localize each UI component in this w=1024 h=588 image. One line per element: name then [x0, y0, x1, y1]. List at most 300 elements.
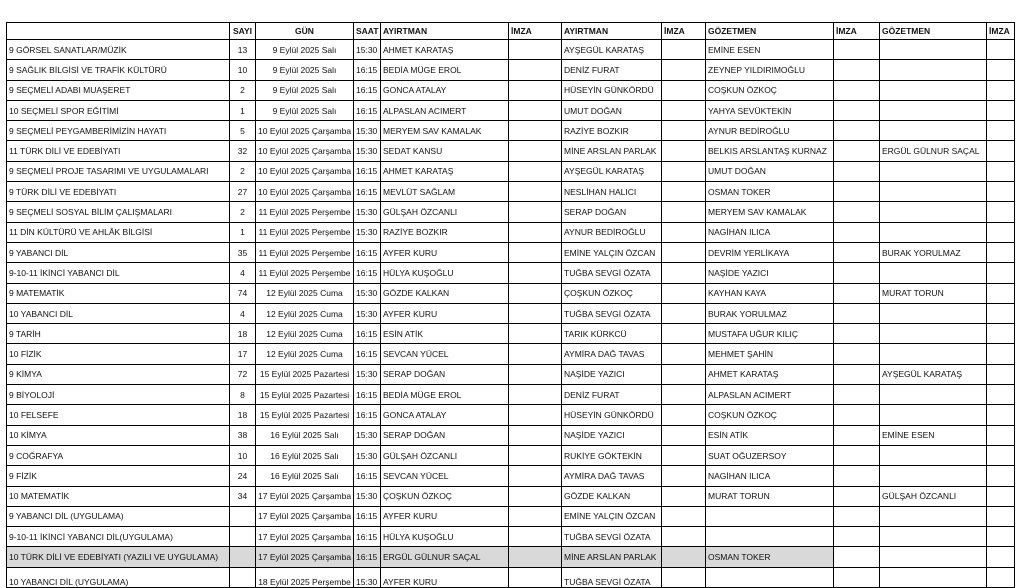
- cell-course: 9 TÜRK DİLİ VE EDEBİYATI: [7, 182, 230, 202]
- cell-proctor-2: EMİNE ESEN: [880, 425, 987, 445]
- cell-course: 10 KİMYA: [7, 425, 230, 445]
- cell-signature-2: [662, 100, 706, 120]
- cell-signature-4: [987, 222, 1015, 242]
- cell-signature-4: [987, 344, 1015, 364]
- cell-signature-2: [662, 141, 706, 161]
- cell-proctor-2: [880, 100, 987, 120]
- cell-signature-1: [509, 202, 562, 222]
- cell-examiner-1: ALPASLAN ACIMERT: [381, 100, 509, 120]
- cell-proctor-1: [706, 506, 834, 526]
- cell-time: 16:15: [354, 547, 381, 567]
- cell-signature-4: [987, 121, 1015, 141]
- table-row: [7, 161, 1015, 181]
- cell-course: 9 COĞRAFYA: [7, 445, 230, 465]
- cell-signature-4: [987, 141, 1015, 161]
- cell-signature-4: [987, 364, 1015, 384]
- cell-signature-4: [987, 405, 1015, 425]
- cell-count: 34: [230, 486, 256, 506]
- cell-signature-3: [834, 364, 880, 384]
- cell-time: 15:30: [354, 121, 381, 141]
- cell-time: 15:30: [354, 567, 381, 587]
- cell-time: 15:30: [354, 283, 381, 303]
- cell-time: 16:15: [354, 527, 381, 547]
- cell-examiner-2: RUKİYE GÖKTEKİN: [562, 445, 662, 465]
- cell-examiner-2: TUĞBA SEVGİ ÖZATA: [562, 263, 662, 283]
- cell-proctor-2: [880, 80, 987, 100]
- cell-signature-4: [987, 567, 1015, 587]
- cell-signature-3: [834, 161, 880, 181]
- cell-examiner-1: AYFER KURU: [381, 506, 509, 526]
- cell-signature-2: [662, 364, 706, 384]
- cell-course: 10 FELSEFE: [7, 405, 230, 425]
- cell-examiner-1: AYFER KURU: [381, 567, 509, 587]
- cell-time: 16:15: [354, 466, 381, 486]
- cell-signature-1: [509, 385, 562, 405]
- cell-examiner-1: GÜLŞAH ÖZCANLI: [381, 202, 509, 222]
- cell-proctor-1: MUSTAFA UĞUR KILIÇ: [706, 324, 834, 344]
- table-row: [7, 202, 1015, 222]
- cell-signature-3: [834, 121, 880, 141]
- cell-examiner-2: TUĞBA SEVGİ ÖZATA: [562, 567, 662, 587]
- cell-course: 9 SEÇMELİ PROJE TASARIMI VE UYGULAMALARI: [7, 161, 230, 181]
- cell-proctor-1: COŞKUN ÖZKOÇ: [706, 405, 834, 425]
- cell-signature-2: [662, 40, 706, 60]
- cell-proctor-2: BURAK YORULMAZ: [880, 242, 987, 262]
- table-row: [7, 222, 1015, 242]
- cell-signature-3: [834, 466, 880, 486]
- cell-day: 9 Eylül 2025 Salı: [256, 60, 354, 80]
- cell-time: 15:30: [354, 40, 381, 60]
- cell-course: 10 MATEMATİK: [7, 486, 230, 506]
- cell-proctor-1: UMUT DOĞAN: [706, 161, 834, 181]
- column-header-time: SAAT: [354, 23, 381, 40]
- cell-count: 13: [230, 40, 256, 60]
- cell-signature-2: [662, 283, 706, 303]
- cell-examiner-1: MEVLÜT SAĞLAM: [381, 182, 509, 202]
- cell-time: 16:15: [354, 182, 381, 202]
- cell-proctor-2: [880, 121, 987, 141]
- cell-proctor-2: [880, 567, 987, 587]
- cell-signature-3: [834, 445, 880, 465]
- cell-signature-3: [834, 141, 880, 161]
- cell-proctor-2: [880, 161, 987, 181]
- cell-day: 16 Eylül 2025 Salı: [256, 466, 354, 486]
- table-body: [7, 40, 1015, 588]
- cell-proctor-2: [880, 60, 987, 80]
- table-row: [7, 283, 1015, 303]
- cell-signature-1: [509, 567, 562, 587]
- cell-proctor-2: [880, 466, 987, 486]
- cell-examiner-2: RAZİYE BOZKIR: [562, 121, 662, 141]
- cell-examiner-2: TUĞBA SEVGİ ÖZATA: [562, 303, 662, 323]
- cell-count: 1: [230, 222, 256, 242]
- cell-signature-4: [987, 324, 1015, 344]
- cell-proctor-1: MURAT TORUN: [706, 486, 834, 506]
- cell-signature-3: [834, 242, 880, 262]
- cell-count: [230, 567, 256, 587]
- cell-signature-3: [834, 486, 880, 506]
- cell-signature-1: [509, 344, 562, 364]
- cell-examiner-2: AYŞEGÜL KARATAŞ: [562, 161, 662, 181]
- cell-signature-1: [509, 263, 562, 283]
- cell-proctor-1: AHMET KARATAŞ: [706, 364, 834, 384]
- cell-signature-2: [662, 486, 706, 506]
- cell-count: 74: [230, 283, 256, 303]
- cell-count: 10: [230, 445, 256, 465]
- cell-time: 15:30: [354, 445, 381, 465]
- cell-signature-2: [662, 222, 706, 242]
- cell-count: [230, 527, 256, 547]
- cell-proctor-1: ZEYNEP YILDIRIMOĞLU: [706, 60, 834, 80]
- cell-signature-1: [509, 324, 562, 344]
- table-row: [7, 324, 1015, 344]
- cell-count: 32: [230, 141, 256, 161]
- cell-examiner-1: HÜLYA KUŞOĞLU: [381, 527, 509, 547]
- cell-proctor-1: OSMAN TOKER: [706, 182, 834, 202]
- cell-day: 17 Eylül 2025 Çarşamba: [256, 506, 354, 526]
- cell-proctor-2: [880, 182, 987, 202]
- column-header-examiner-1: AYIRTMAN: [381, 23, 509, 40]
- table-row: [7, 445, 1015, 465]
- column-header-count: SAYI: [230, 23, 256, 40]
- cell-signature-2: [662, 466, 706, 486]
- cell-signature-3: [834, 405, 880, 425]
- cell-examiner-2: NAŞİDE YAZICI: [562, 364, 662, 384]
- cell-count: [230, 506, 256, 526]
- cell-examiner-1: AYFER KURU: [381, 242, 509, 262]
- cell-time: 16:15: [354, 506, 381, 526]
- cell-day: 12 Eylül 2025 Cuma: [256, 283, 354, 303]
- table-row: [7, 100, 1015, 120]
- cell-examiner-1: ERGÜL GÜLNUR SAÇAL: [381, 547, 509, 567]
- cell-proctor-1: YAHYA SEVÜKTEKİN: [706, 100, 834, 120]
- table-row: [7, 466, 1015, 486]
- table-row: [7, 242, 1015, 262]
- cell-proctor-2: [880, 445, 987, 465]
- cell-proctor-1: ESİN ATİK: [706, 425, 834, 445]
- cell-examiner-1: BEDİA MÜGE EROL: [381, 385, 509, 405]
- cell-proctor-2: [880, 547, 987, 567]
- cell-signature-3: [834, 283, 880, 303]
- cell-signature-4: [987, 283, 1015, 303]
- cell-signature-2: [662, 405, 706, 425]
- cell-signature-4: [987, 385, 1015, 405]
- cell-signature-3: [834, 385, 880, 405]
- cell-proctor-2: MURAT TORUN: [880, 283, 987, 303]
- cell-day: 11 Eylül 2025 Perşembe: [256, 202, 354, 222]
- cell-examiner-2: HÜSEYİN GÜNKÖRDÜ: [562, 405, 662, 425]
- cell-signature-4: [987, 40, 1015, 60]
- cell-course: 9 TARİH: [7, 324, 230, 344]
- table-row: [7, 527, 1015, 547]
- header-row: [7, 23, 1015, 40]
- cell-count: 4: [230, 303, 256, 323]
- cell-signature-1: [509, 445, 562, 465]
- cell-course: 10 FİZİK: [7, 344, 230, 364]
- cell-examiner-2: TARIK KÜRKCÜ: [562, 324, 662, 344]
- cell-day: 17 Eylül 2025 Çarşamba: [256, 486, 354, 506]
- table-row: [7, 40, 1015, 60]
- cell-examiner-1: RAZİYE BOZKIR: [381, 222, 509, 242]
- cell-examiner-2: HÜSEYİN GÜNKÖRDÜ: [562, 80, 662, 100]
- cell-count: 27: [230, 182, 256, 202]
- cell-count: 24: [230, 466, 256, 486]
- cell-course: 11 TÜRK DİLİ VE EDEBİYATI: [7, 141, 230, 161]
- column-header-day: GÜN: [256, 23, 354, 40]
- cell-count: 18: [230, 324, 256, 344]
- cell-signature-1: [509, 141, 562, 161]
- cell-signature-1: [509, 121, 562, 141]
- cell-signature-3: [834, 222, 880, 242]
- cell-count: 8: [230, 385, 256, 405]
- cell-course: 10 TÜRK DİLİ VE EDEBİYATI (YAZILI VE UYGULAMA): [7, 547, 230, 567]
- cell-signature-4: [987, 263, 1015, 283]
- cell-proctor-1: SUAT OĞUZERSOY: [706, 445, 834, 465]
- cell-day: 12 Eylül 2025 Cuma: [256, 324, 354, 344]
- cell-proctor-2: [880, 527, 987, 547]
- cell-count: 2: [230, 161, 256, 181]
- cell-signature-3: [834, 425, 880, 445]
- cell-course: 10 YABANCI DİL (UYGULAMA): [7, 567, 230, 587]
- cell-examiner-1: SEVCAN YÜCEL: [381, 466, 509, 486]
- cell-time: 16:15: [354, 161, 381, 181]
- cell-time: 16:15: [354, 324, 381, 344]
- cell-signature-1: [509, 364, 562, 384]
- cell-proctor-1: MEHMET ŞAHİN: [706, 344, 834, 364]
- cell-count: 35: [230, 242, 256, 262]
- cell-proctor-1: BELKIS ARSLANTAŞ KURNAZ: [706, 141, 834, 161]
- cell-time: 16:15: [354, 385, 381, 405]
- cell-proctor-1: [706, 527, 834, 547]
- cell-proctor-2: AYŞEGÜL KARATAŞ: [880, 364, 987, 384]
- cell-course: 9 BİYOLOJİ: [7, 385, 230, 405]
- cell-course: 9-10-11 İKİNCİ YABANCI DİL: [7, 263, 230, 283]
- cell-proctor-2: [880, 303, 987, 323]
- cell-day: 11 Eylül 2025 Perşembe: [256, 263, 354, 283]
- cell-course: 9-10-11 İKİNCİ YABANCI DİL(UYGULAMA): [7, 527, 230, 547]
- cell-day: 18 Eylül 2025 Perşembe: [256, 567, 354, 587]
- cell-signature-1: [509, 405, 562, 425]
- cell-proctor-1: EMİNE ESEN: [706, 40, 834, 60]
- cell-signature-3: [834, 182, 880, 202]
- cell-signature-4: [987, 161, 1015, 181]
- cell-signature-2: [662, 527, 706, 547]
- cell-day: 9 Eylül 2025 Salı: [256, 100, 354, 120]
- table-row: [7, 60, 1015, 80]
- cell-signature-2: [662, 547, 706, 567]
- cell-examiner-1: GÜLŞAH ÖZCANLI: [381, 445, 509, 465]
- cell-signature-2: [662, 80, 706, 100]
- column-header-proctor-2: GÖZETMEN: [880, 23, 987, 40]
- cell-proctor-2: [880, 405, 987, 425]
- cell-examiner-1: GÖZDE KALKAN: [381, 283, 509, 303]
- cell-count: [230, 547, 256, 567]
- cell-examiner-1: HÜLYA KUŞOĞLU: [381, 263, 509, 283]
- cell-examiner-2: AYMİRA DAĞ TAVAS: [562, 344, 662, 364]
- cell-proctor-1: NAGİHAN ILICA: [706, 466, 834, 486]
- cell-course: 9 KİMYA: [7, 364, 230, 384]
- cell-proctor-2: [880, 385, 987, 405]
- cell-signature-2: [662, 303, 706, 323]
- table-row: [7, 182, 1015, 202]
- table-row: [7, 141, 1015, 161]
- table-row: [7, 121, 1015, 141]
- cell-count: 2: [230, 202, 256, 222]
- cell-signature-1: [509, 80, 562, 100]
- cell-day: 11 Eylül 2025 Perşembe: [256, 242, 354, 262]
- column-header-signature-4: İMZA: [987, 23, 1015, 40]
- table-row: [7, 344, 1015, 364]
- cell-proctor-2: ERGÜL GÜLNUR SAÇAL: [880, 141, 987, 161]
- cell-signature-2: [662, 161, 706, 181]
- cell-proctor-1: ALPASLAN ACIMERT: [706, 385, 834, 405]
- cell-signature-1: [509, 182, 562, 202]
- cell-signature-3: [834, 506, 880, 526]
- cell-course: 9 MATEMATİK: [7, 283, 230, 303]
- cell-examiner-2: AYMİRA DAĞ TAVAS: [562, 466, 662, 486]
- cell-signature-2: [662, 385, 706, 405]
- cell-course: 9 YABANCI DİL: [7, 242, 230, 262]
- cell-course: 9 SEÇMELİ PEYGAMBERİMİZİN HAYATI: [7, 121, 230, 141]
- cell-signature-3: [834, 80, 880, 100]
- cell-signature-4: [987, 466, 1015, 486]
- cell-examiner-2: AYNUR BEDİROĞLU: [562, 222, 662, 242]
- cell-signature-2: [662, 567, 706, 587]
- table-row: [7, 303, 1015, 323]
- cell-signature-2: [662, 445, 706, 465]
- cell-examiner-2: SERAP DOĞAN: [562, 202, 662, 222]
- cell-proctor-1: AYNUR BEDİROĞLU: [706, 121, 834, 141]
- table-row: [7, 364, 1015, 384]
- cell-day: 12 Eylül 2025 Cuma: [256, 344, 354, 364]
- cell-signature-3: [834, 202, 880, 222]
- cell-signature-3: [834, 100, 880, 120]
- table-row: [7, 506, 1015, 526]
- cell-day: 9 Eylül 2025 Salı: [256, 80, 354, 100]
- cell-signature-1: [509, 242, 562, 262]
- cell-signature-4: [987, 60, 1015, 80]
- cell-signature-1: [509, 486, 562, 506]
- cell-day: 17 Eylül 2025 Çarşamba: [256, 527, 354, 547]
- cell-count: 18: [230, 405, 256, 425]
- cell-proctor-1: BURAK YORULMAZ: [706, 303, 834, 323]
- cell-proctor-1: KAYHAN KAYA: [706, 283, 834, 303]
- cell-examiner-1: SEVCAN YÜCEL: [381, 344, 509, 364]
- cell-examiner-2: MİNE ARSLAN PARLAK: [562, 141, 662, 161]
- cell-examiner-1: ÇOŞKUN ÖZKOÇ: [381, 486, 509, 506]
- cell-proctor-2: [880, 40, 987, 60]
- cell-signature-3: [834, 324, 880, 344]
- cell-course: 10 YABANCI DİL: [7, 303, 230, 323]
- cell-signature-3: [834, 263, 880, 283]
- cell-signature-1: [509, 222, 562, 242]
- cell-course: 9 YABANCI DİL (UYGULAMA): [7, 506, 230, 526]
- cell-signature-4: [987, 506, 1015, 526]
- cell-time: 15:30: [354, 222, 381, 242]
- cell-course: 10 SEÇMELİ SPOR EĞİTİMİ: [7, 100, 230, 120]
- cell-count: 38: [230, 425, 256, 445]
- table-row: [7, 567, 1015, 587]
- cell-signature-4: [987, 100, 1015, 120]
- cell-count: 5: [230, 121, 256, 141]
- cell-signature-3: [834, 547, 880, 567]
- cell-day: 9 Eylül 2025 Salı: [256, 40, 354, 60]
- cell-signature-3: [834, 60, 880, 80]
- cell-signature-2: [662, 324, 706, 344]
- cell-examiner-2: ÇOŞKUN ÖZKOÇ: [562, 283, 662, 303]
- cell-signature-2: [662, 506, 706, 526]
- exam-schedule-sheet: [6, 22, 1015, 588]
- cell-examiner-1: AHMET KARATAŞ: [381, 40, 509, 60]
- cell-proctor-1: MERYEM SAV KAMALAK: [706, 202, 834, 222]
- cell-signature-4: [987, 303, 1015, 323]
- cell-signature-2: [662, 263, 706, 283]
- cell-time: 15:30: [354, 364, 381, 384]
- table-row: [7, 486, 1015, 506]
- cell-signature-4: [987, 242, 1015, 262]
- table-row: [7, 547, 1015, 567]
- cell-signature-2: [662, 182, 706, 202]
- cell-examiner-1: ESİN ATİK: [381, 324, 509, 344]
- table-row: [7, 405, 1015, 425]
- cell-proctor-1: NAŞİDE YAZICI: [706, 263, 834, 283]
- table-row: [7, 425, 1015, 445]
- cell-signature-1: [509, 466, 562, 486]
- cell-signature-4: [987, 445, 1015, 465]
- cell-time: 15:30: [354, 202, 381, 222]
- cell-time: 15:30: [354, 303, 381, 323]
- cell-signature-1: [509, 527, 562, 547]
- cell-examiner-1: GONCA ATALAY: [381, 80, 509, 100]
- cell-day: 16 Eylül 2025 Salı: [256, 445, 354, 465]
- table-row: [7, 385, 1015, 405]
- cell-day: 16 Eylül 2025 Salı: [256, 425, 354, 445]
- cell-day: 15 Eylül 2025 Pazartesi: [256, 405, 354, 425]
- cell-examiner-1: SERAP DOĞAN: [381, 364, 509, 384]
- cell-time: 16:15: [354, 263, 381, 283]
- cell-signature-1: [509, 506, 562, 526]
- cell-signature-3: [834, 344, 880, 364]
- cell-signature-4: [987, 486, 1015, 506]
- cell-day: 15 Eylül 2025 Pazartesi: [256, 364, 354, 384]
- cell-signature-3: [834, 567, 880, 587]
- cell-count: 72: [230, 364, 256, 384]
- cell-time: 15:30: [354, 141, 381, 161]
- cell-signature-1: [509, 40, 562, 60]
- cell-examiner-2: AYŞEGÜL KARATAŞ: [562, 40, 662, 60]
- cell-examiner-2: NESLİHAN HALICI: [562, 182, 662, 202]
- cell-day: 10 Eylül 2025 Çarşamba: [256, 121, 354, 141]
- cell-signature-2: [662, 202, 706, 222]
- cell-examiner-1: SEDAT KANSU: [381, 141, 509, 161]
- cell-time: 16:15: [354, 405, 381, 425]
- column-header-proctor-1: GÖZETMEN: [706, 23, 834, 40]
- cell-signature-2: [662, 344, 706, 364]
- table-row: [7, 263, 1015, 283]
- cell-day: 15 Eylül 2025 Pazartesi: [256, 385, 354, 405]
- cell-time: 15:30: [354, 425, 381, 445]
- cell-examiner-2: TUĞBA SEVGİ ÖZATA: [562, 527, 662, 547]
- cell-time: 16:15: [354, 60, 381, 80]
- cell-examiner-2: DENİZ FURAT: [562, 385, 662, 405]
- cell-time: 16:15: [354, 100, 381, 120]
- cell-proctor-1: [706, 567, 834, 587]
- cell-course: 9 SEÇMELİ ADABI MUAŞERET: [7, 80, 230, 100]
- cell-proctor-2: [880, 344, 987, 364]
- cell-signature-1: [509, 100, 562, 120]
- cell-examiner-1: MERYEM SAV KAMALAK: [381, 121, 509, 141]
- cell-examiner-2: MİNE ARSLAN PARLAK: [562, 547, 662, 567]
